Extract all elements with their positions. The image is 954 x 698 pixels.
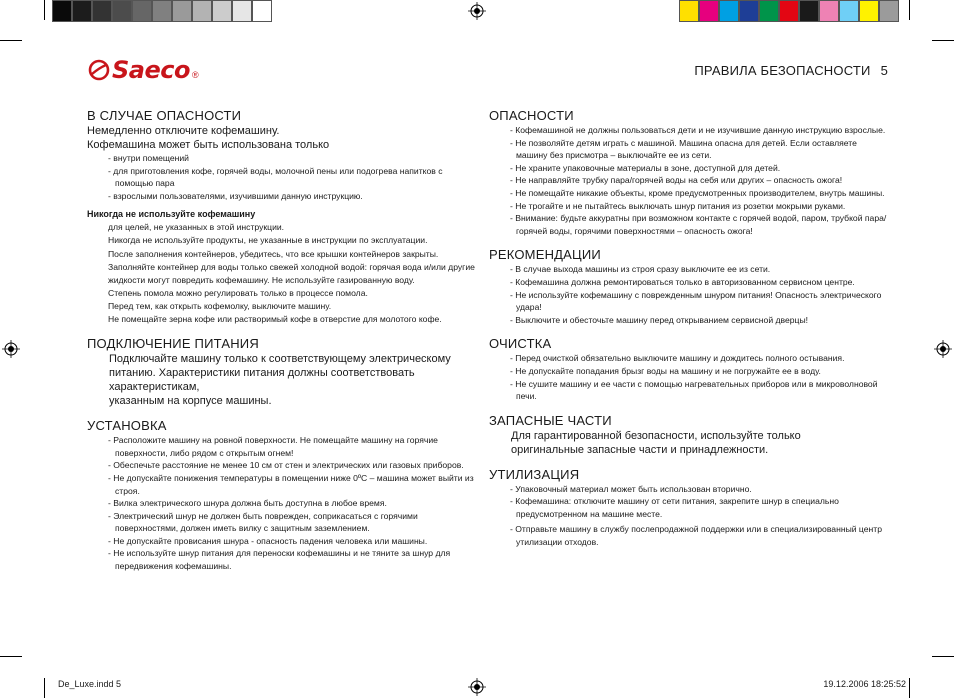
list-item: - Не допускайте понижения температуры в помещении ниже 0ºC – машина может выйти из строя. [108, 472, 474, 496]
gray-swatch [132, 0, 152, 22]
color-swatch [859, 0, 879, 22]
text-line: Подключайте машину только к соответствующему электрическому [109, 353, 451, 366]
section-title: ЗАПАСНЫЕ ЧАСТИ [489, 412, 612, 428]
text-line: Для гарантированной безопасности, используйте только [511, 429, 801, 442]
gray-swatch [252, 0, 272, 22]
list-item: Заполняйте контейнер для воды только свежей холодной водой: горячая вода и/или другие жидкости могут повредить кофемашину. Не используйте газированную воду. [108, 261, 475, 285]
crop-mark [909, 0, 910, 20]
saeco-logo [88, 56, 199, 84]
registered-mark-icon: ® [191, 70, 199, 80]
crop-mark [932, 40, 954, 41]
color-swatch [719, 0, 739, 22]
list-item: для целей, не указанных в этой инструкции. [108, 222, 285, 233]
cleaning-list [489, 352, 889, 402]
registration-mark-icon [468, 678, 486, 696]
list-item: - Перед очисткой обязательно выключите машину и дождитесь полного остывания. [510, 353, 845, 364]
color-swatch [799, 0, 819, 22]
section-recommendations [489, 247, 889, 326]
crop-mark [909, 678, 910, 698]
list-item: Никогда не используйте продукты, не указанные в инструкции по эксплуатации. [108, 235, 428, 246]
never-use-list [87, 221, 479, 326]
list-item: - Не позволяйте детям играть с машиной. Машина опасна для детей. Если оставляете машину без присмотра – выключайте ее из сети. [510, 137, 857, 161]
gray-swatch [52, 0, 72, 22]
color-swatch [779, 0, 799, 22]
section-cleaning [489, 336, 889, 402]
left-column [87, 108, 479, 579]
recommendations-list [489, 263, 889, 326]
list-item: Степень помола можно регулировать только в процессе помола. [108, 287, 368, 298]
list-item: - Кофемашина: отключите машину от сети питания, закрепите шнур в специально предусмотренном на машине месте. [510, 496, 839, 519]
gray-swatch [212, 0, 232, 22]
list-item: - Отправьте машину в службу послепродажной поддержки или в специализированный центр утилизации отходов. [510, 524, 882, 548]
gray-swatch [72, 0, 92, 22]
text-line: питанию. Характеристики питания должны соответствовать [109, 367, 415, 380]
list-item: - взрослыми пользователями, изучившими данную инструкцию. [108, 190, 363, 201]
disposal-list [489, 483, 889, 549]
crop-mark [0, 656, 22, 657]
list-item: - Кофемашиной не должны пользоваться дети и не изучившие данную инструкцию взрослые. [510, 125, 886, 135]
section-title: УСТАНОВКА [87, 418, 167, 434]
gray-swatch [192, 0, 212, 22]
gray-swatch [152, 0, 172, 22]
hazards-list [489, 124, 889, 237]
page-title: ПРАВИЛА БЕЗОПАСНОСТИ [694, 63, 871, 78]
registration-mark-icon [2, 340, 20, 358]
section-title: В СЛУЧАЕ ОПАСНОСТИ [87, 108, 242, 123]
section-parts [489, 413, 889, 457]
text-line: характеристикам, [109, 381, 200, 394]
color-swatch [699, 0, 719, 22]
list-item: - Обеспечьте расстояние не менее 10 см от стен и электрических или газовых приборов. [108, 460, 464, 471]
list-item: - Не помещайте никакие объекты, кроме предусмотренных производителем, внутрь машины. [510, 187, 885, 198]
list-item: - Упаковочный материал может быть использован вторично. [510, 483, 752, 494]
registration-mark-icon [934, 340, 952, 358]
gray-swatch [112, 0, 132, 22]
list-item: - Внимание: будьте аккуратны при возможном контакте с горячей водой, паром, трубкой пара/горячей воды, горячими поверхностями – опасность ожога! [510, 213, 887, 236]
section-title: УТИЛИЗАЦИЯ [489, 466, 580, 482]
list-item: - Выключите и обесточьте машину перед открыванием сервисной дверцы! [510, 314, 809, 325]
list-item: - Электрический шнур не должен быть поврежден, соприкасаться с горячими поверхностями, должен иметь вилку с защитным заземлением. [108, 510, 418, 534]
list-item: - Не используйте кофемашину с поврежденным шнуром питания! Опасность электрического удара! [510, 289, 882, 313]
section-power [87, 336, 479, 408]
list-item: После заполнения контейнеров, убедитесь, что все крышки контейнеров закрыты. [108, 248, 439, 259]
color-bar [679, 0, 899, 22]
list-item: - Не храните упаковочные материалы в зоне, доступной для детей. [510, 162, 781, 173]
saeco-swoosh-icon [88, 59, 110, 81]
footer-datetime: 19.12.2006 18:25:52 [823, 679, 906, 689]
list-item: - Не трогайте и не пытайтесь выключать шнур питания из розетки мокрыми руками. [510, 200, 846, 211]
section-hazards [489, 108, 889, 237]
gray-swatch [92, 0, 112, 22]
crop-mark [0, 40, 22, 41]
list-item: - Расположите машину на ровной поверхности. Не помещайте машину на горячие поверхности, либо рядом с открытым огнем! [108, 435, 438, 458]
registration-mark-icon [468, 2, 486, 20]
never-use-heading: Никогда не используйте кофемашину [87, 209, 256, 220]
color-swatch [839, 0, 859, 22]
section-install [87, 418, 479, 573]
color-swatch [739, 0, 759, 22]
color-swatch [819, 0, 839, 22]
section-title: РЕКОМЕНДАЦИИ [489, 247, 601, 263]
right-column [489, 108, 889, 555]
section-disposal [489, 467, 889, 549]
page-header [694, 63, 888, 78]
grayscale-bar [52, 0, 272, 22]
logo-wordmark: Saeco [112, 56, 190, 84]
list-item: Перед тем, как открыть кофемолку, выключите машину. [108, 300, 332, 311]
gray-swatch [172, 0, 192, 22]
crop-mark [44, 0, 45, 20]
usage-list [87, 152, 479, 202]
color-swatch [879, 0, 899, 22]
crop-mark [44, 678, 45, 698]
page-number: 5 [880, 63, 888, 78]
list-item: - Не направляйте трубку пара/горячей воды на себя или других – опасность ожога! [510, 175, 843, 186]
list-item: Не помещайте зерна кофе или растворимый кофе в отверстие для молотого кофе. [108, 314, 442, 325]
section-title: ОЧИСТКА [489, 336, 552, 352]
list-item: - В случае выхода машины из строя сразу выключите ее из сети. [510, 264, 771, 275]
list-item: - Кофемашина должна ремонтироваться только в авторизованном сервисном центре. [510, 276, 855, 287]
color-swatch [679, 0, 699, 22]
section-title: ОПАСНОСТИ [489, 108, 574, 123]
section-danger [87, 108, 479, 326]
section-title: ПОДКЛЮЧЕНИЕ ПИТАНИЯ [87, 336, 259, 352]
list-item: - для приготовления кофе, горячей воды, молочной пены или подогрева напитков с помощью пара [108, 165, 443, 189]
footer-file: De_Luxe.indd 5 [58, 679, 122, 689]
text-line: оригинальные запасные части и принадлежности. [511, 443, 769, 456]
crop-mark [932, 656, 954, 657]
list-item: - Вилка электрического шнура должна быть доступна в любое время. [108, 498, 387, 509]
list-item: - Не используйте шнур питания для переноски кофемашины и не тяните за шнур для передвижения кофемашины. [108, 548, 451, 572]
gray-swatch [232, 0, 252, 22]
intro-line: Немедленно отключите кофемашину. [87, 125, 280, 137]
intro-line: Кофемашина может быть использована только [87, 139, 330, 151]
list-item: - Не допускайте провисания шнура - опасность падения человека или машины. [108, 535, 428, 546]
install-list [87, 434, 479, 573]
list-item: - Не сушите машину и ее части с помощью нагревательных приборов или в микроволновой печи. [510, 378, 878, 402]
list-item: - Не допускайте попадания брызг воды на машину и не погружайте ее в воду. [510, 365, 821, 376]
color-swatch [759, 0, 779, 22]
text-line: указанным на корпусе машины. [109, 395, 272, 408]
list-item: - внутри помещений [108, 153, 189, 163]
